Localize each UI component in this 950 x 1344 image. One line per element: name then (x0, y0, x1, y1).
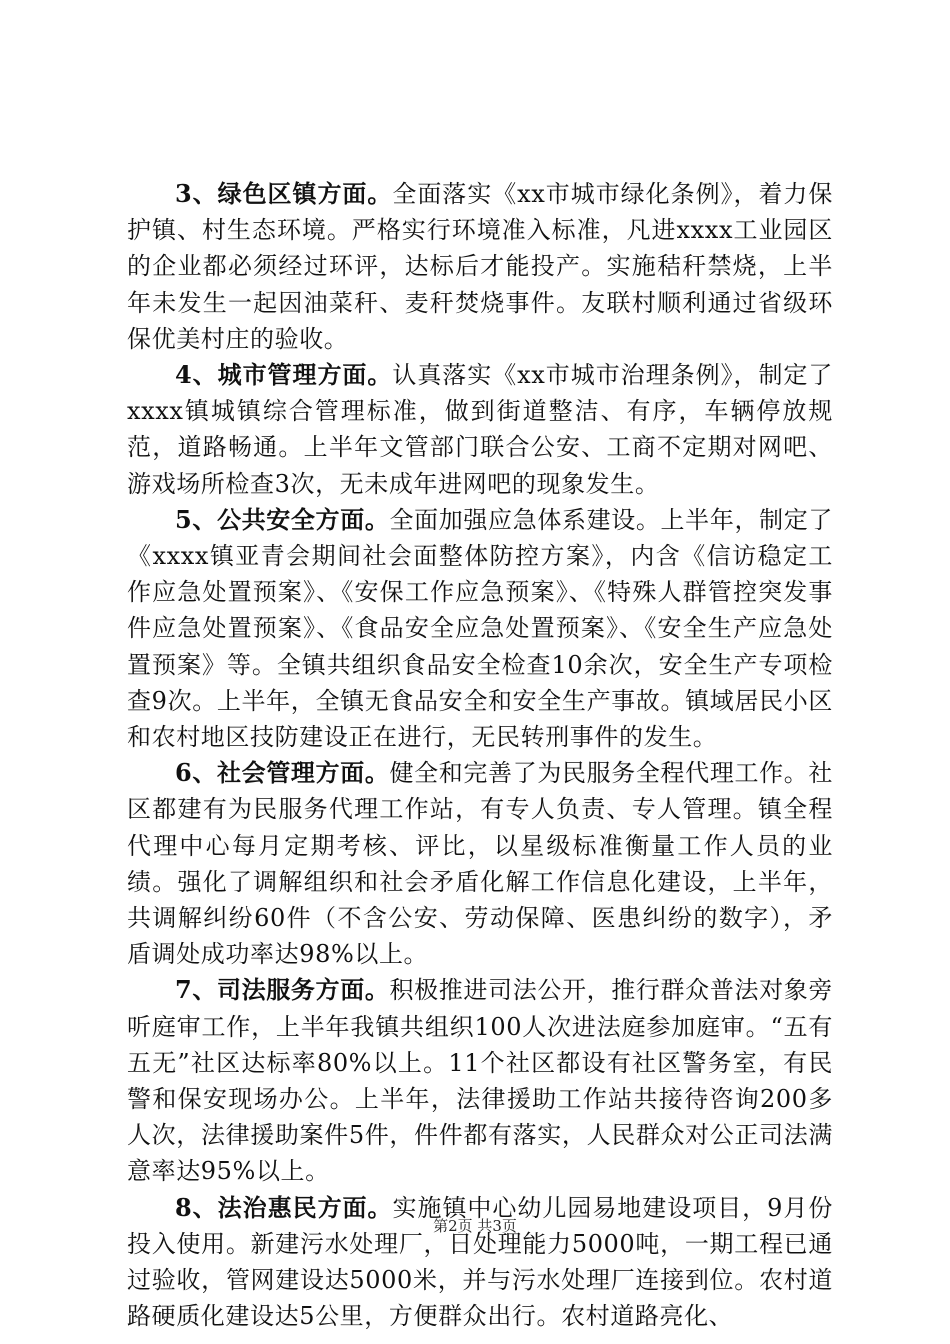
paragraph-heading: 7、司法服务方面。 (175, 975, 390, 1005)
paragraph-heading: 3、绿色区镇方面。 (175, 179, 393, 208)
paragraph-public-safety (127, 502, 833, 755)
paragraph-text: 全面落实《xx市城市绿化条例》，着力保护镇、村生态环境。严格实行环境准入标准，凡进xxxx工业园区的企业都必须经过环评，达标后才能投产。实施秸秆禁烧，上半年未发生一起因油菜秆、麦秆焚烧事件。友联村顺利通过省级环保优美村庄的验收。 (127, 180, 833, 353)
page-footer (0, 1216, 950, 1236)
paragraph-heading: 5、公共安全方面。 (175, 504, 390, 534)
paragraph-social-management (127, 755, 833, 972)
paragraph-city-management (127, 357, 833, 502)
paragraph-heading: 4、城市管理方面。 (175, 360, 393, 390)
paragraph-heading: 6、社会管理方面。 (175, 758, 390, 788)
paragraph-text: 认真落实《xx市城市治理条例》，制定了xxxx镇城镇综合管理标准，做到街道整洁、有序，车辆停放规范，道路畅通。上半年文管部门联合公安、工商不定期对网吧、游戏场所检查3次，无未成年进网吧的现象发生。 (127, 361, 833, 498)
paragraph-judicial-services (127, 972, 833, 1189)
paragraph-text: 全面加强应急体系建设。上半年，制定了《xxxx镇亚青会期间社会面整体防控方案》，内含《信访稳定工作应急处置预案》、《安保工作应急预案》、《特殊人群管控突发事件应急处置预案》、《食品安全应急处置预案》、《安全生产应急处置预案》等。全镇共组织食品安全检查10余次，安全生产专项检查9次。上半年，全镇无食品安全和安全生产事故。镇域居民小区和农村地区技防建设正在进行，无民转刑事件的发生。 (127, 505, 833, 752)
paragraph-text: 实施镇中心幼儿园易地建设项目，9月份投入使用。新建污水处理厂，日处理能力5000吨，一期工程已通过验收，管网建设达5000米，并与污水处理厂连接到位。农村道路硬质化建设达5公里，方便群众出行。农村道路亮化、 (127, 1193, 833, 1331)
paragraph-rule-of-law-benefits (127, 1190, 833, 1335)
paragraph-heading: 8、法治惠民方面。 (175, 1192, 393, 1222)
paragraph-text: 积极推进司法公开，推行群众普法对象旁听庭审工作，上半年我镇共组织100人次进法庭参加庭审。“五有五无”社区达标率80%以上。11个社区都设有社区警务室，有民警和保安现场办公。上半年，法律援助工作站共接待咨询200多人次，法律援助案件5件，件件都有落实，人民群众对公正司法满意率达95%以上。 (127, 976, 833, 1186)
page-number-label: 第2页 共3页 (433, 1217, 517, 1235)
paragraph-green-towns (127, 176, 833, 357)
paragraph-text: 健全和完善了为民服务全程代理工作。社区都建有为民服务代理工作站，有专人负责、专人管理。镇全程代理中心每月定期考核、评比，以星级标准衡量工作人员的业绩。强化了调解组织和社会矛盾化解工作信息化建设，上半年，共调解纠纷60件（不含公安、劳动保障、医患纠纷的数字），矛盾调处成功率达98%以上。 (127, 759, 833, 969)
document-body (127, 176, 833, 1335)
